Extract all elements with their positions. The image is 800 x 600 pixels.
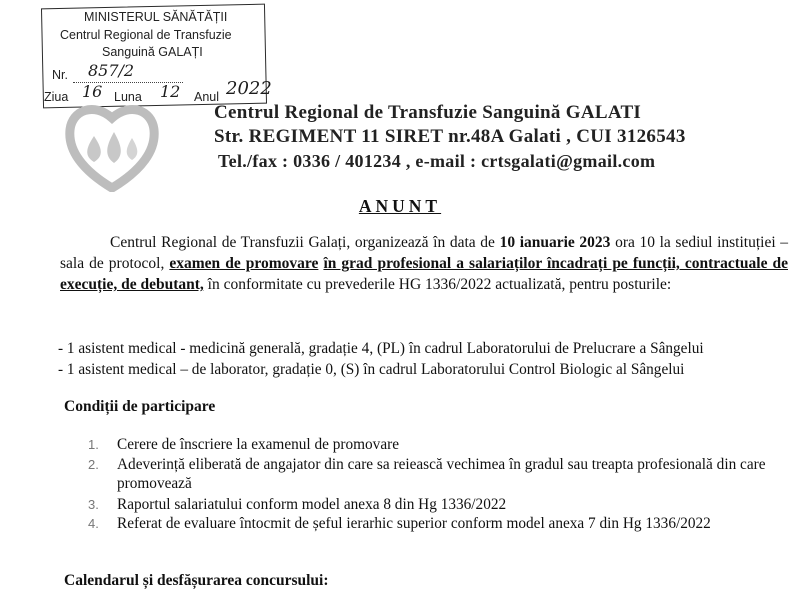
condition-text: Adeverință eliberată de angajator din care sa reiească vechimea în gradul sau treapta profesională din care promovează — [117, 456, 766, 492]
post-item: - 1 asistent medical – de laborator, gradație 0, (S) în cadrul Laboratorului Control Biologic al Sângelui — [58, 361, 685, 378]
stamp-anul-label: Anul — [194, 90, 220, 104]
stamp-ziua-label: Ziua — [44, 90, 69, 104]
condition-number: 2. — [88, 457, 99, 472]
header-org-name: Centrul Regional de Transfuzie Sanguină GALATI — [214, 102, 642, 123]
stamp-nr-label: Nr. — [52, 68, 68, 82]
condition-item — [88, 495, 788, 514]
blood-drop-heart-logo-icon — [64, 92, 160, 192]
document-title: ANUNT — [358, 196, 442, 216]
condition-item — [88, 514, 788, 533]
post-item: - 1 asistent medical - medicină generală, gradație 4, (PL) în cadrul Laboratorului de Prelucrare a Sângelui — [58, 340, 704, 357]
conditions-heading: Condiții de participare — [64, 398, 216, 415]
stamp-city: Sanguină GALAȚI — [102, 45, 203, 59]
exam-type: examen de promovare — [169, 255, 319, 272]
calendar-heading: Calendarul și desfășurarea concursului: — [64, 572, 329, 589]
condition-number: 1. — [88, 437, 99, 452]
stamp-luna-label: Luna — [114, 90, 142, 104]
condition-text: Raportul salariatului conform model anexa 8 din Hg 1336/2022 — [117, 496, 507, 513]
intro-text-1: Centrul Regional de Transfuzii Galați, organizează în data de — [110, 234, 500, 251]
stamp-anul-value: 2022 — [226, 78, 272, 99]
header-address: Str. REGIMENT 11 SIRET nr.48A Galati , CUI 3126543 — [214, 126, 686, 147]
header-contact: Tel./fax : 0336 / 401234 , e-mail : crtsgalati@gmail.com — [218, 151, 656, 171]
condition-text: Cerere de înscriere la examenul de promovare — [117, 436, 399, 453]
exam-scope: în grad profesional a salariaților încadrați pe funcții, contractuale de execuție, de debutant, — [60, 255, 789, 293]
stamp-luna-value: 12 — [160, 82, 181, 101]
stamp-ziua-value: 16 — [82, 82, 103, 101]
condition-item — [88, 435, 788, 454]
stamp-nr-value: 857/2 — [88, 61, 135, 80]
intro-text-3: în conformitate cu prevederile HG 1336/2022 actualizată, pentru posturile: — [203, 276, 672, 293]
condition-number: 4. — [88, 516, 99, 531]
stamp-center: Centrul Regional de Transfuzie — [60, 28, 232, 42]
intro-text-2: ora 10 la sediul instituției –sala de protocol, — [60, 234, 789, 272]
condition-text: Referat de evaluare întocmit de șeful ierarhic superior conform model anexa 7 din Hg 1336/2022 — [117, 515, 711, 532]
condition-number: 3. — [88, 497, 99, 512]
intro-paragraph — [60, 232, 788, 295]
stamp-ministry: MINISTERUL SĂNĂTĂȚII — [84, 10, 228, 24]
exam-date: 10 ianuarie 2023 — [499, 234, 611, 251]
condition-item — [88, 455, 788, 493]
